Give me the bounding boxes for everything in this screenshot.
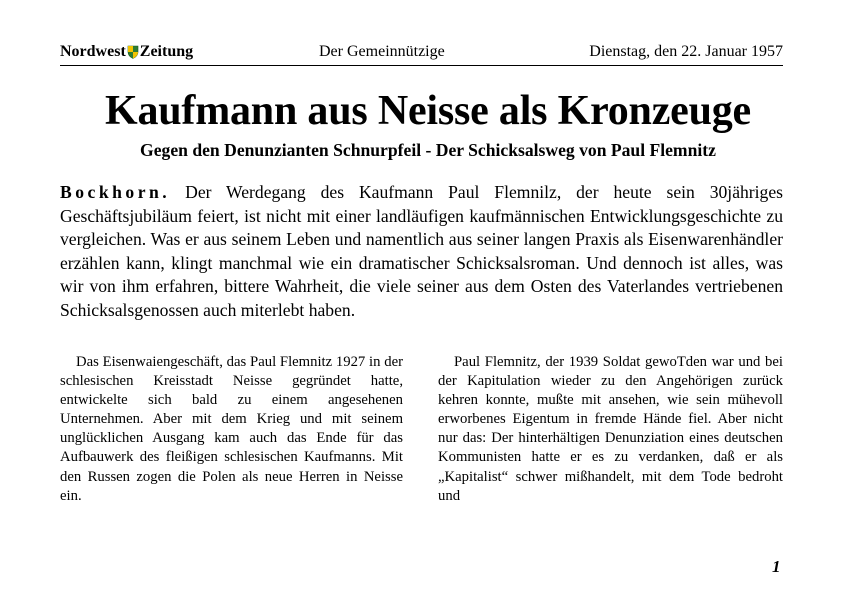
headline: Kaufmann aus Neisse als Kronzeuge (105, 88, 751, 134)
subheadline: Gegen den Denunzianten Schnurpfeil - Der Schicksalsweg von Paul Flemnitz (140, 140, 716, 160)
article-column-left (60, 353, 403, 506)
article-column-right (438, 353, 783, 506)
issue-date: Dienstag, den 22. Januar 1957 (589, 43, 783, 60)
lead-paragraph (60, 181, 783, 322)
newspaper-name-part-2: Zeitung (139, 43, 194, 60)
section-name: Der Gemeinnützige (319, 43, 445, 60)
lead-text: Der Werdegang des Kaufmann Paul Flemnilz, der heute sein 30jähriges Geschäftsjubiläum feiert, ist nicht mit einer landläufigen kaufmännischen Entwicklungsgeschichte zu vergleichen. Was er aus seinem Leben und namentlich aus seiner langen Praxis als Eisenwarenhändler erzählen kann, klingt manchmal wie ein dramatischer Schicksalsroman. Und dennoch ist alles, was wir von ihm erfahren, bittere Wahrheit, die viele seiner aus dem Osten des Vaterlandes vertriebenen Schicksalsgenossen auch miterlebt haben. (60, 182, 783, 320)
column-left-text: Das Eisenwaiengeschäft, das Paul Flemnitz 1927 in der schlesischen Kreisstadt Neisse gegründet hatte, entwickelte sich bald zu einem angesehenen Unternehmen. Aber mit dem Krieg und mit seinem unglücklichen Ausgang kam auch das Ende für das Aufbauwerk des fleißigen schlesischen Kaufmanns. Mit den Russen zogen die Polen als neue Herren in Neisse ein. (60, 354, 403, 504)
newspaper-name (60, 43, 193, 61)
page-number: 1 (772, 557, 781, 576)
masthead (60, 43, 783, 66)
coat-of-arms-icon (127, 45, 139, 59)
dateline: Bockhorn. (60, 182, 171, 202)
column-right-text: Paul Flemnitz, der 1939 Soldat gewoTden war und bei der Kapitulation wieder zu den Angehörigen zurück kehren konnte, mußte mit ansehen, wie sein mühevoll erworbenes Eigentum in fremde Hände fiel. Aber nicht nur das: Der hinterhältigen Denunziation eines deutschen Kommunisten hatte er es zu verdanken, daß er als „Kapitalist“ schwer mißhandelt, mit dem Tode bedroht und (438, 354, 783, 504)
newspaper-name-part-1: Nordwest (60, 43, 126, 60)
